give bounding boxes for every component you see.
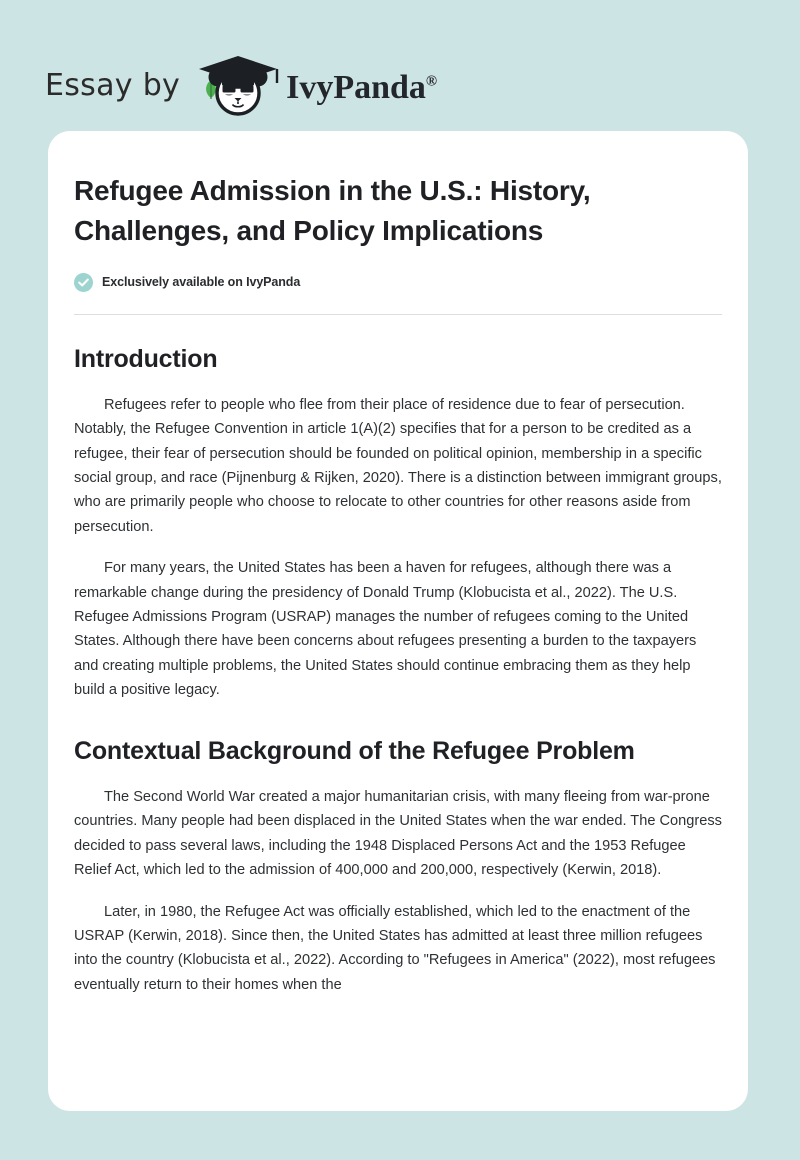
- essay-paper-card: [48, 131, 748, 1111]
- paragraph: Refugees refer to people who flee from their place of residence due to fear of persecution. Notably, the Refugee Convention in article 1(A)(2) specifies that for a person to be credited as a refugee, their fear of persecution should be founded on political opinion, membership in a specific social group, and race (Pijnenburg & Rijken, 2020). There is a distinction between immigrant groups, who are primarily people who choose to relocate to other countries for other reasons aside from persecution.: [74, 396, 722, 535]
- brand-wordmark: [286, 68, 438, 106]
- brand-header: [0, 0, 800, 131]
- paragraph: The Second World War created a major humanitarian crisis, with many fleeing from war-prone countries. Many people had been displaced in the United States when the war ended. The Congress decided to pass several laws, including the 1948 Displaced Persons Act and the 1953 Refugee Relief Act, which led to the admission of 400,000 and 200,000, respectively (Kerwin, 2018).: [74, 788, 722, 879]
- header-divider: [74, 314, 722, 315]
- paragraph: Later, in 1980, the Refugee Act was officially established, which led to the enactment of the USRAP (Kerwin, 2018). Since then, the United States has admitted at least three million refugees into the country (Klobucista et al., 2022). According to "Refugees in America" (2022), most refugees eventually return to their homes when the: [74, 903, 716, 993]
- section-heading-introduction: Introduction: [74, 344, 218, 373]
- registered-trademark-symbol: ®: [425, 73, 438, 90]
- section-heading-contextual-background: Contextual Background of the Refugee Problem: [74, 736, 635, 765]
- essay-by-label: Essay by: [45, 67, 181, 103]
- page-title: Refugee Admission in the U.S.: History, Challenges, and Policy Implications: [74, 175, 591, 246]
- check-circle-icon: [74, 273, 93, 292]
- paragraph: For many years, the United States has been a haven for refugees, although there was a remarkable change during the presidency of Donald Trump (Klobucista et al., 2022). The U.S. Refugee Admissions Program (USRAP) manages the number of refugees coming to the United States. Although there have been concerns about refugees presenting a burden to the taxpayers and creating multiple problems, the United States should continue embracing them as they help build a positive legacy.: [74, 560, 697, 699]
- brand-name-text: IvyPanda: [286, 68, 426, 106]
- availability-badge: [74, 273, 722, 292]
- ivypanda-panda-graduate-logo-icon: [194, 53, 282, 119]
- availability-label: Exclusively available on IvyPanda: [102, 275, 301, 289]
